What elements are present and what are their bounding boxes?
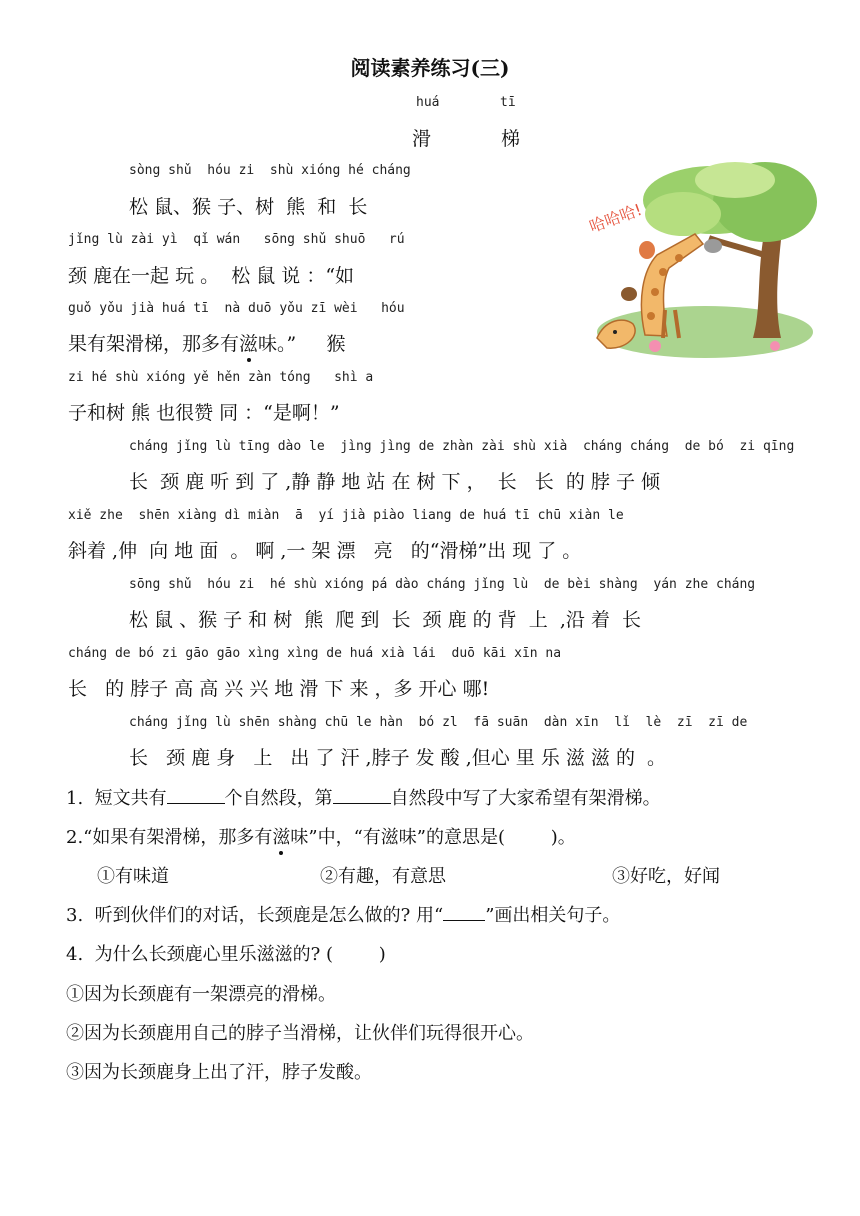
question-2-part-c: 味”中，“有滋味”的意思是( )。	[290, 827, 576, 848]
page-title: 阅读素养练习(三)	[350, 56, 510, 80]
question-3	[66, 901, 620, 927]
subtitle-char-1: 滑	[412, 128, 432, 150]
answer-blank-1[interactable]	[167, 785, 225, 804]
question-4-option-1[interactable]: ①因为长颈鹿有一架漂亮的滑梯。	[66, 984, 336, 1005]
text-line-5: 长 颈 鹿 听 到 了 ,静 静 地 站 在 树 下 ， 长 长 的 脖 子 倾	[129, 471, 660, 493]
giraffe-tree-illustration	[585, 160, 817, 362]
underline-sample	[443, 902, 485, 921]
question-2-part-a: 2.“如果有架滑梯，那多有	[66, 827, 273, 848]
question-1-part-a: 1. 短文共有	[66, 788, 167, 809]
text-line-3-a: 果有架滑梯，那多有	[68, 333, 240, 355]
pinyin-line-9: cháng jǐng lù shēn shàng chū le hàn bó zl fā suān dàn xīn lǐ lè zī zī de	[129, 715, 748, 730]
question-3-part-a: 3. 听到伙伴们的对话，长颈鹿是怎么做的? 用“	[66, 905, 444, 926]
text-line-3-dotted-char: 滋	[239, 333, 259, 355]
pinyin-line-8: cháng de bó zi gāo gāo xìng xìng de huá xià lái duō kāi xīn na	[68, 646, 562, 661]
text-line-1: 松 鼠、猴 子、树 熊 和 长	[129, 196, 368, 218]
question-2-option-2[interactable]: ②有趣，有意思	[320, 866, 446, 887]
text-line-3	[68, 329, 345, 356]
question-2-option-1[interactable]: ①有味道	[97, 866, 169, 887]
text-line-8: 长 的 脖子 高 高 兴 兴 地 滑 下 来 ，多 开心 哪!	[68, 678, 490, 700]
pinyin-line-1: sòng shǔ hóu zi shù xióng hé cháng	[129, 163, 411, 178]
question-4-option-3[interactable]: ③因为长颈鹿身上出了汗，脖子发酸。	[66, 1062, 372, 1083]
pinyin-line-4: zi hé shù xióng yě hěn zàn tóng shì a	[68, 370, 374, 385]
subtitle-char-2: 梯	[501, 128, 521, 150]
text-line-2: 颈 鹿在一起 玩 。 松 鼠 说 ：“如	[68, 265, 355, 287]
subtitle-pinyin-2: tī	[500, 95, 516, 110]
laughing-text: 哈哈哈!	[586, 199, 645, 237]
question-4: 4. 为什么长颈鹿心里乐滋滋的? ( )	[66, 944, 386, 965]
subtitle-pinyin-1: huá	[416, 95, 440, 110]
text-line-3-c: 味。” 猴	[258, 333, 346, 355]
text-line-9: 长 颈 鹿 身 上 出 了 汗 ,脖子 发 酸 ,但心 里 乐 滋 滋 的 。	[129, 747, 667, 769]
pinyin-line-6: xiě zhe shēn xiàng dì miàn ā yí jià piào liang de huá tī chū xiàn le	[68, 508, 624, 523]
question-4-option-2[interactable]: ②因为长颈鹿用自己的脖子当滑梯，让伙伴们玩得很开心。	[66, 1023, 534, 1044]
question-2-dotted-char: 滋	[272, 827, 291, 848]
pinyin-line-7: sōng shǔ hóu zi hé shù xióng pá dào cháng jǐng lù de bèi shàng yán zhe cháng	[129, 577, 756, 592]
answer-blank-2[interactable]	[333, 785, 391, 804]
question-1-part-b: 个自然段，第	[224, 788, 333, 809]
question-2	[66, 823, 576, 849]
text-line-7: 松 鼠 、猴 子 和 树 熊 爬 到 长 颈 鹿 的 背 上 ,沿 着 长	[129, 609, 641, 631]
question-2-option-3[interactable]: ③好吃，好闻	[612, 866, 720, 887]
question-1-part-c: 自然段中写了大家希望有架滑梯。	[390, 788, 661, 809]
question-3-part-b: ”画出相关句子。	[485, 905, 621, 926]
pinyin-line-5: cháng jǐng lù tīng dào le jìng jìng de zhàn zài shù xià cháng cháng de bó zi qīng	[129, 439, 795, 454]
question-1	[66, 784, 661, 810]
text-line-6: 斜着 ,伸 向 地 面 。 啊 ,一 架 漂 亮 的“滑梯”出 现 了 。	[68, 540, 582, 562]
pinyin-line-2: jǐng lù zài yì qǐ wán sōng shǔ shuō rú	[68, 232, 405, 247]
text-line-4: 子和树 熊 也很赞 同 ：“是啊！”	[68, 402, 340, 424]
pinyin-line-3: guǒ yǒu jià huá tī nà duō yǒu zī wèi hóu	[68, 301, 405, 316]
